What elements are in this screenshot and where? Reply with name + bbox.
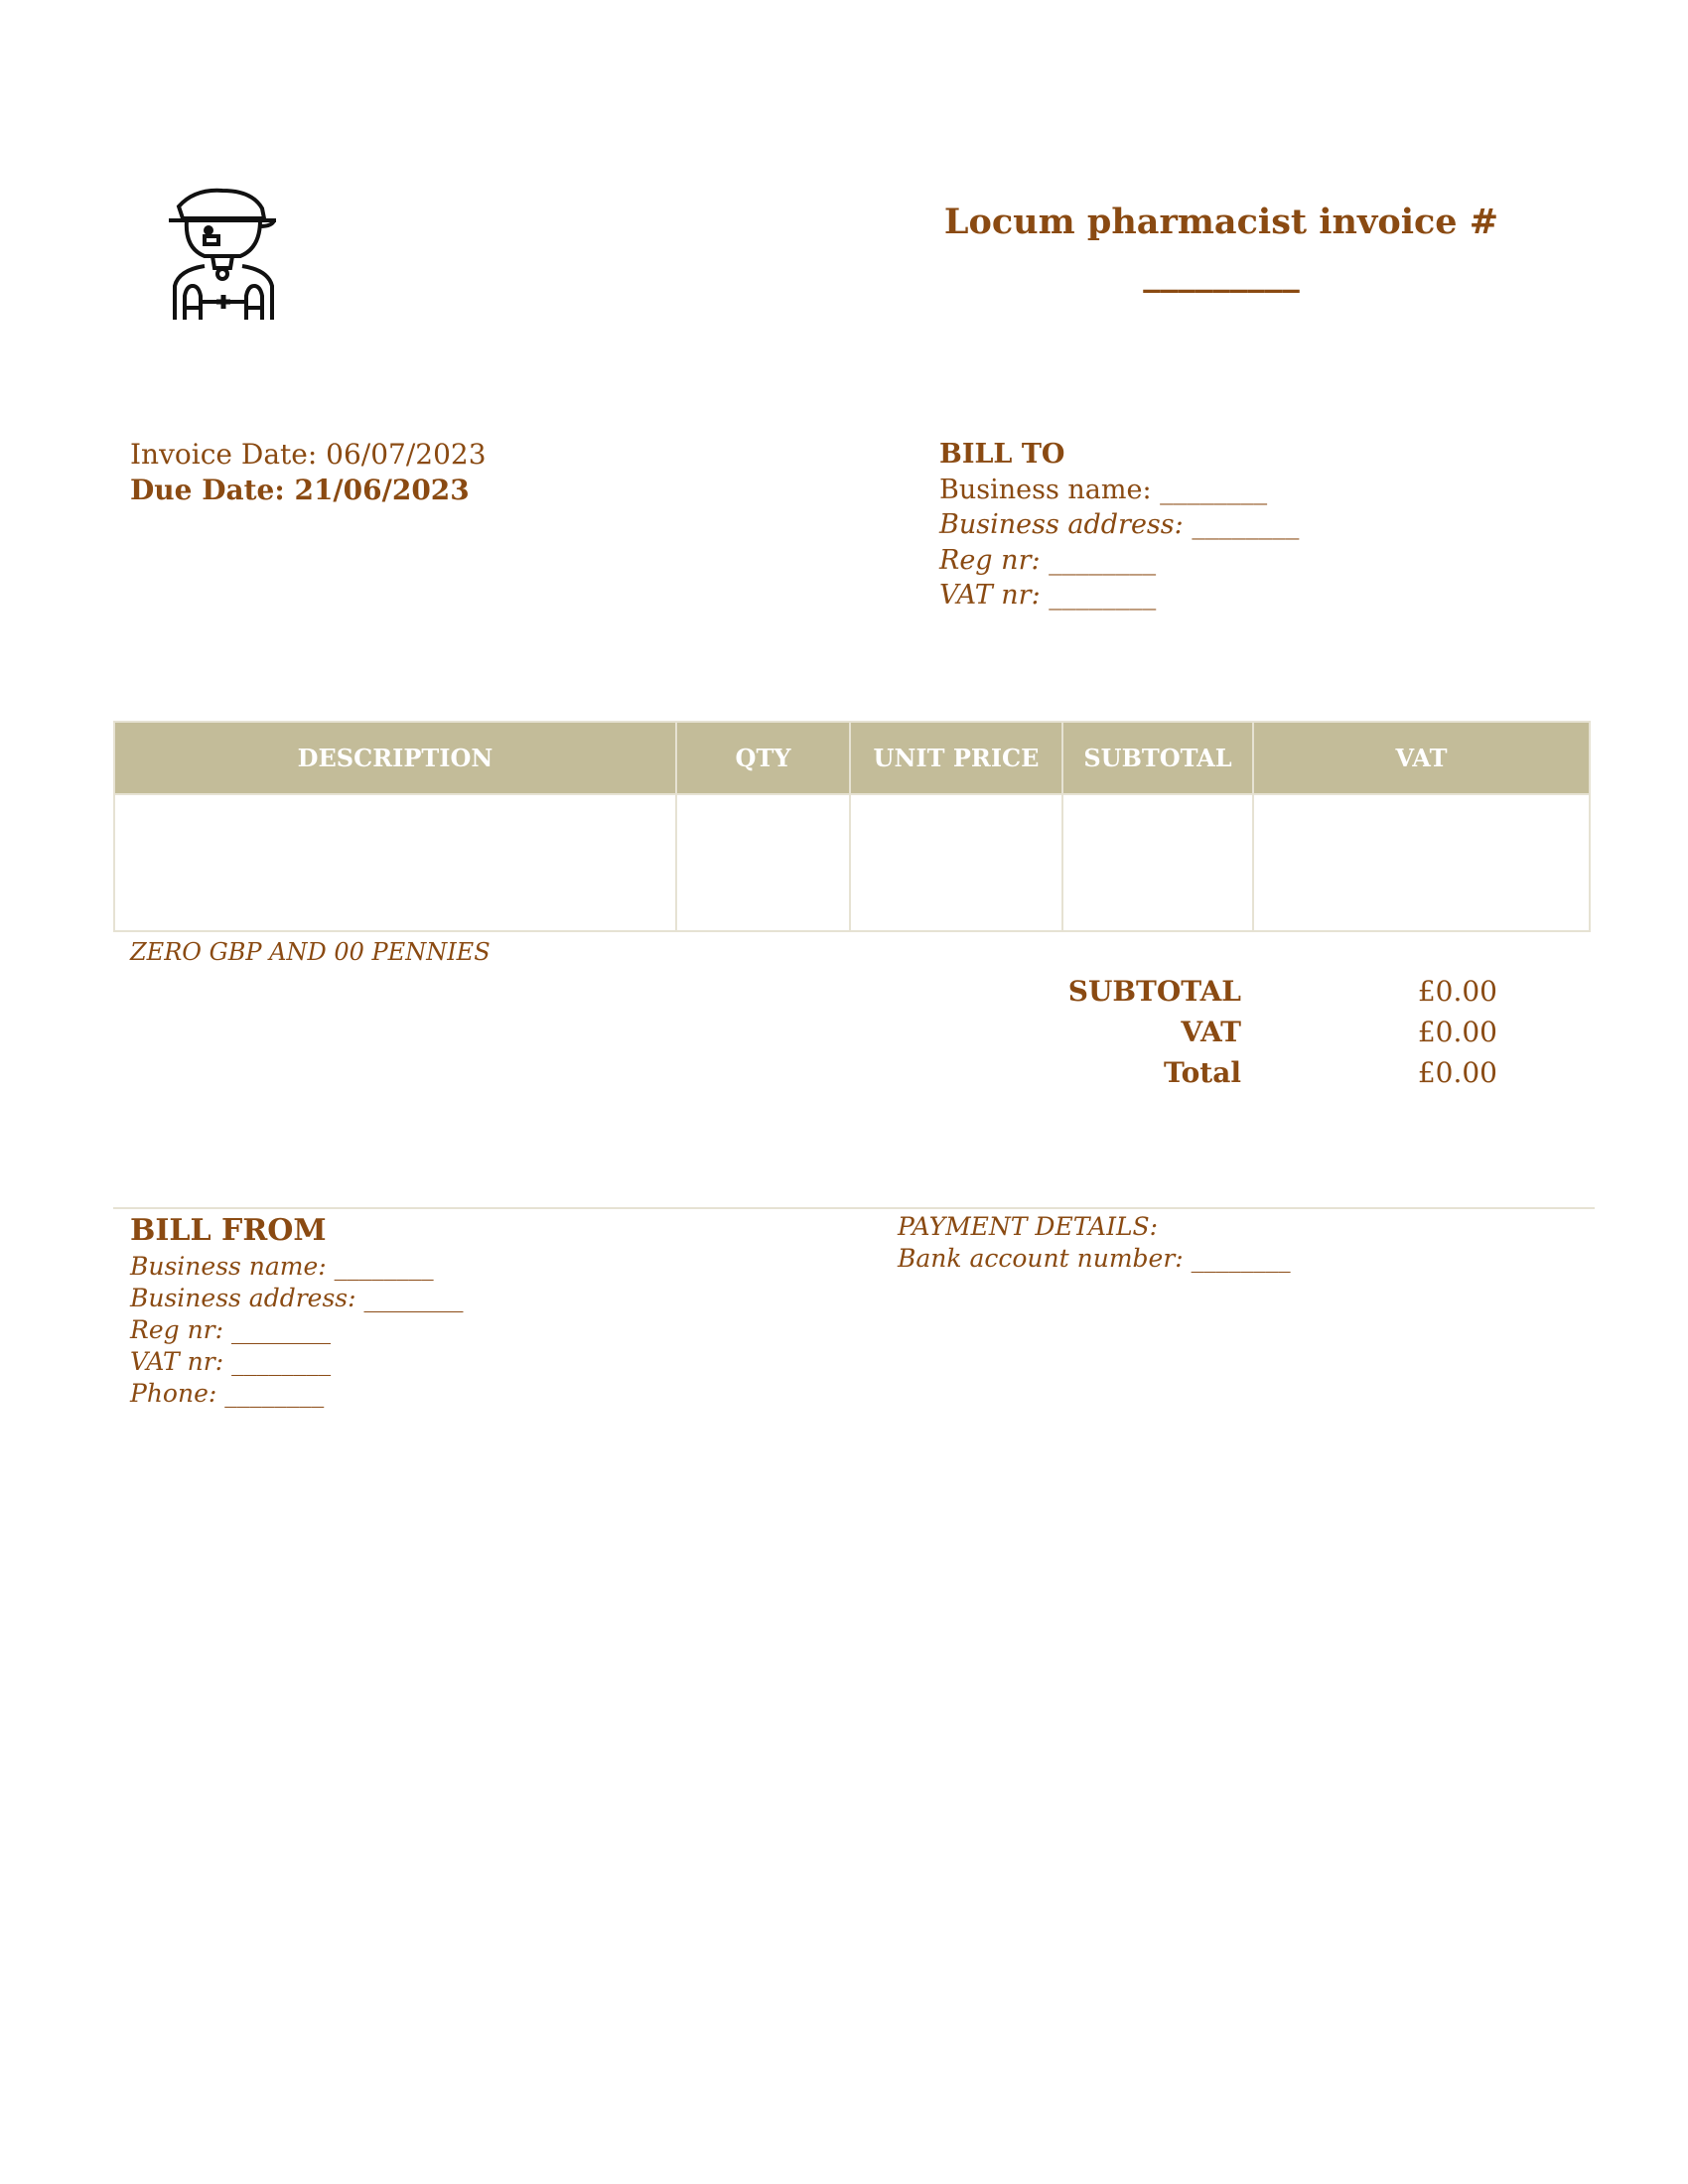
column-header-unit-price: UNIT PRICE bbox=[850, 722, 1062, 794]
bill-to-business-address: Business address: ________ bbox=[939, 509, 1300, 540]
invoice-title bbox=[874, 197, 1569, 300]
cell-subtotal bbox=[1062, 794, 1253, 931]
table-row bbox=[114, 794, 1590, 931]
table-header-row bbox=[114, 722, 1590, 794]
bill-to-section bbox=[939, 437, 1299, 614]
amount-in-words: ZERO GBP AND 00 PENNIES bbox=[130, 938, 491, 966]
bill-from-reg-nr: Reg nr: ________ bbox=[130, 1315, 331, 1344]
vat-value: £0.00 bbox=[1417, 1016, 1497, 1048]
total-row bbox=[993, 1052, 1509, 1093]
column-header-qty: QTY bbox=[676, 722, 850, 794]
bill-to-reg-nr: Reg nr: ________ bbox=[939, 544, 1157, 576]
payment-details-section bbox=[898, 1211, 1291, 1275]
vat-row bbox=[993, 1012, 1509, 1052]
vat-label: VAT bbox=[1181, 1016, 1241, 1048]
totals-section bbox=[993, 971, 1509, 1093]
column-header-vat: VAT bbox=[1253, 722, 1590, 794]
total-label: Total bbox=[1163, 1056, 1241, 1089]
bill-from-vat-nr: VAT nr: ________ bbox=[130, 1347, 332, 1376]
cell-description bbox=[114, 794, 676, 931]
pharmacist-icon bbox=[165, 185, 282, 322]
bill-from-phone: Phone: ________ bbox=[130, 1379, 325, 1408]
bill-from-heading: BILL FROM bbox=[130, 1213, 327, 1248]
cell-vat bbox=[1253, 794, 1590, 931]
bill-from-section bbox=[130, 1211, 464, 1410]
bill-from-business-address: Business address: ________ bbox=[130, 1284, 464, 1312]
bill-to-business-name: Business name: ________ bbox=[939, 474, 1268, 505]
column-header-description: DESCRIPTION bbox=[114, 722, 676, 794]
invoice-number-blank: _________ bbox=[1143, 253, 1300, 294]
bill-from-business-name: Business name: ________ bbox=[130, 1252, 434, 1281]
due-date: Due Date: 21/06/2023 bbox=[130, 474, 470, 506]
subtotal-value: £0.00 bbox=[1417, 975, 1497, 1008]
line-items-table bbox=[113, 721, 1591, 932]
section-divider bbox=[113, 1207, 1595, 1209]
bill-to-vat-nr: VAT nr: ________ bbox=[939, 580, 1157, 611]
subtotal-row bbox=[993, 971, 1509, 1012]
bank-account-number: Bank account number: ________ bbox=[898, 1244, 1291, 1273]
cell-qty bbox=[676, 794, 850, 931]
invoice-date: Invoice Date: 06/07/2023 bbox=[130, 438, 487, 471]
invoice-title-text: Locum pharmacist invoice # bbox=[943, 202, 1499, 242]
subtotal-label: SUBTOTAL bbox=[1067, 975, 1241, 1008]
invoice-dates bbox=[130, 437, 487, 508]
total-value: £0.00 bbox=[1417, 1056, 1497, 1089]
bill-to-heading: BILL TO bbox=[939, 439, 1065, 470]
cell-unit-price bbox=[850, 794, 1062, 931]
payment-details-heading: PAYMENT DETAILS: bbox=[898, 1212, 1159, 1241]
column-header-subtotal: SUBTOTAL bbox=[1062, 722, 1253, 794]
